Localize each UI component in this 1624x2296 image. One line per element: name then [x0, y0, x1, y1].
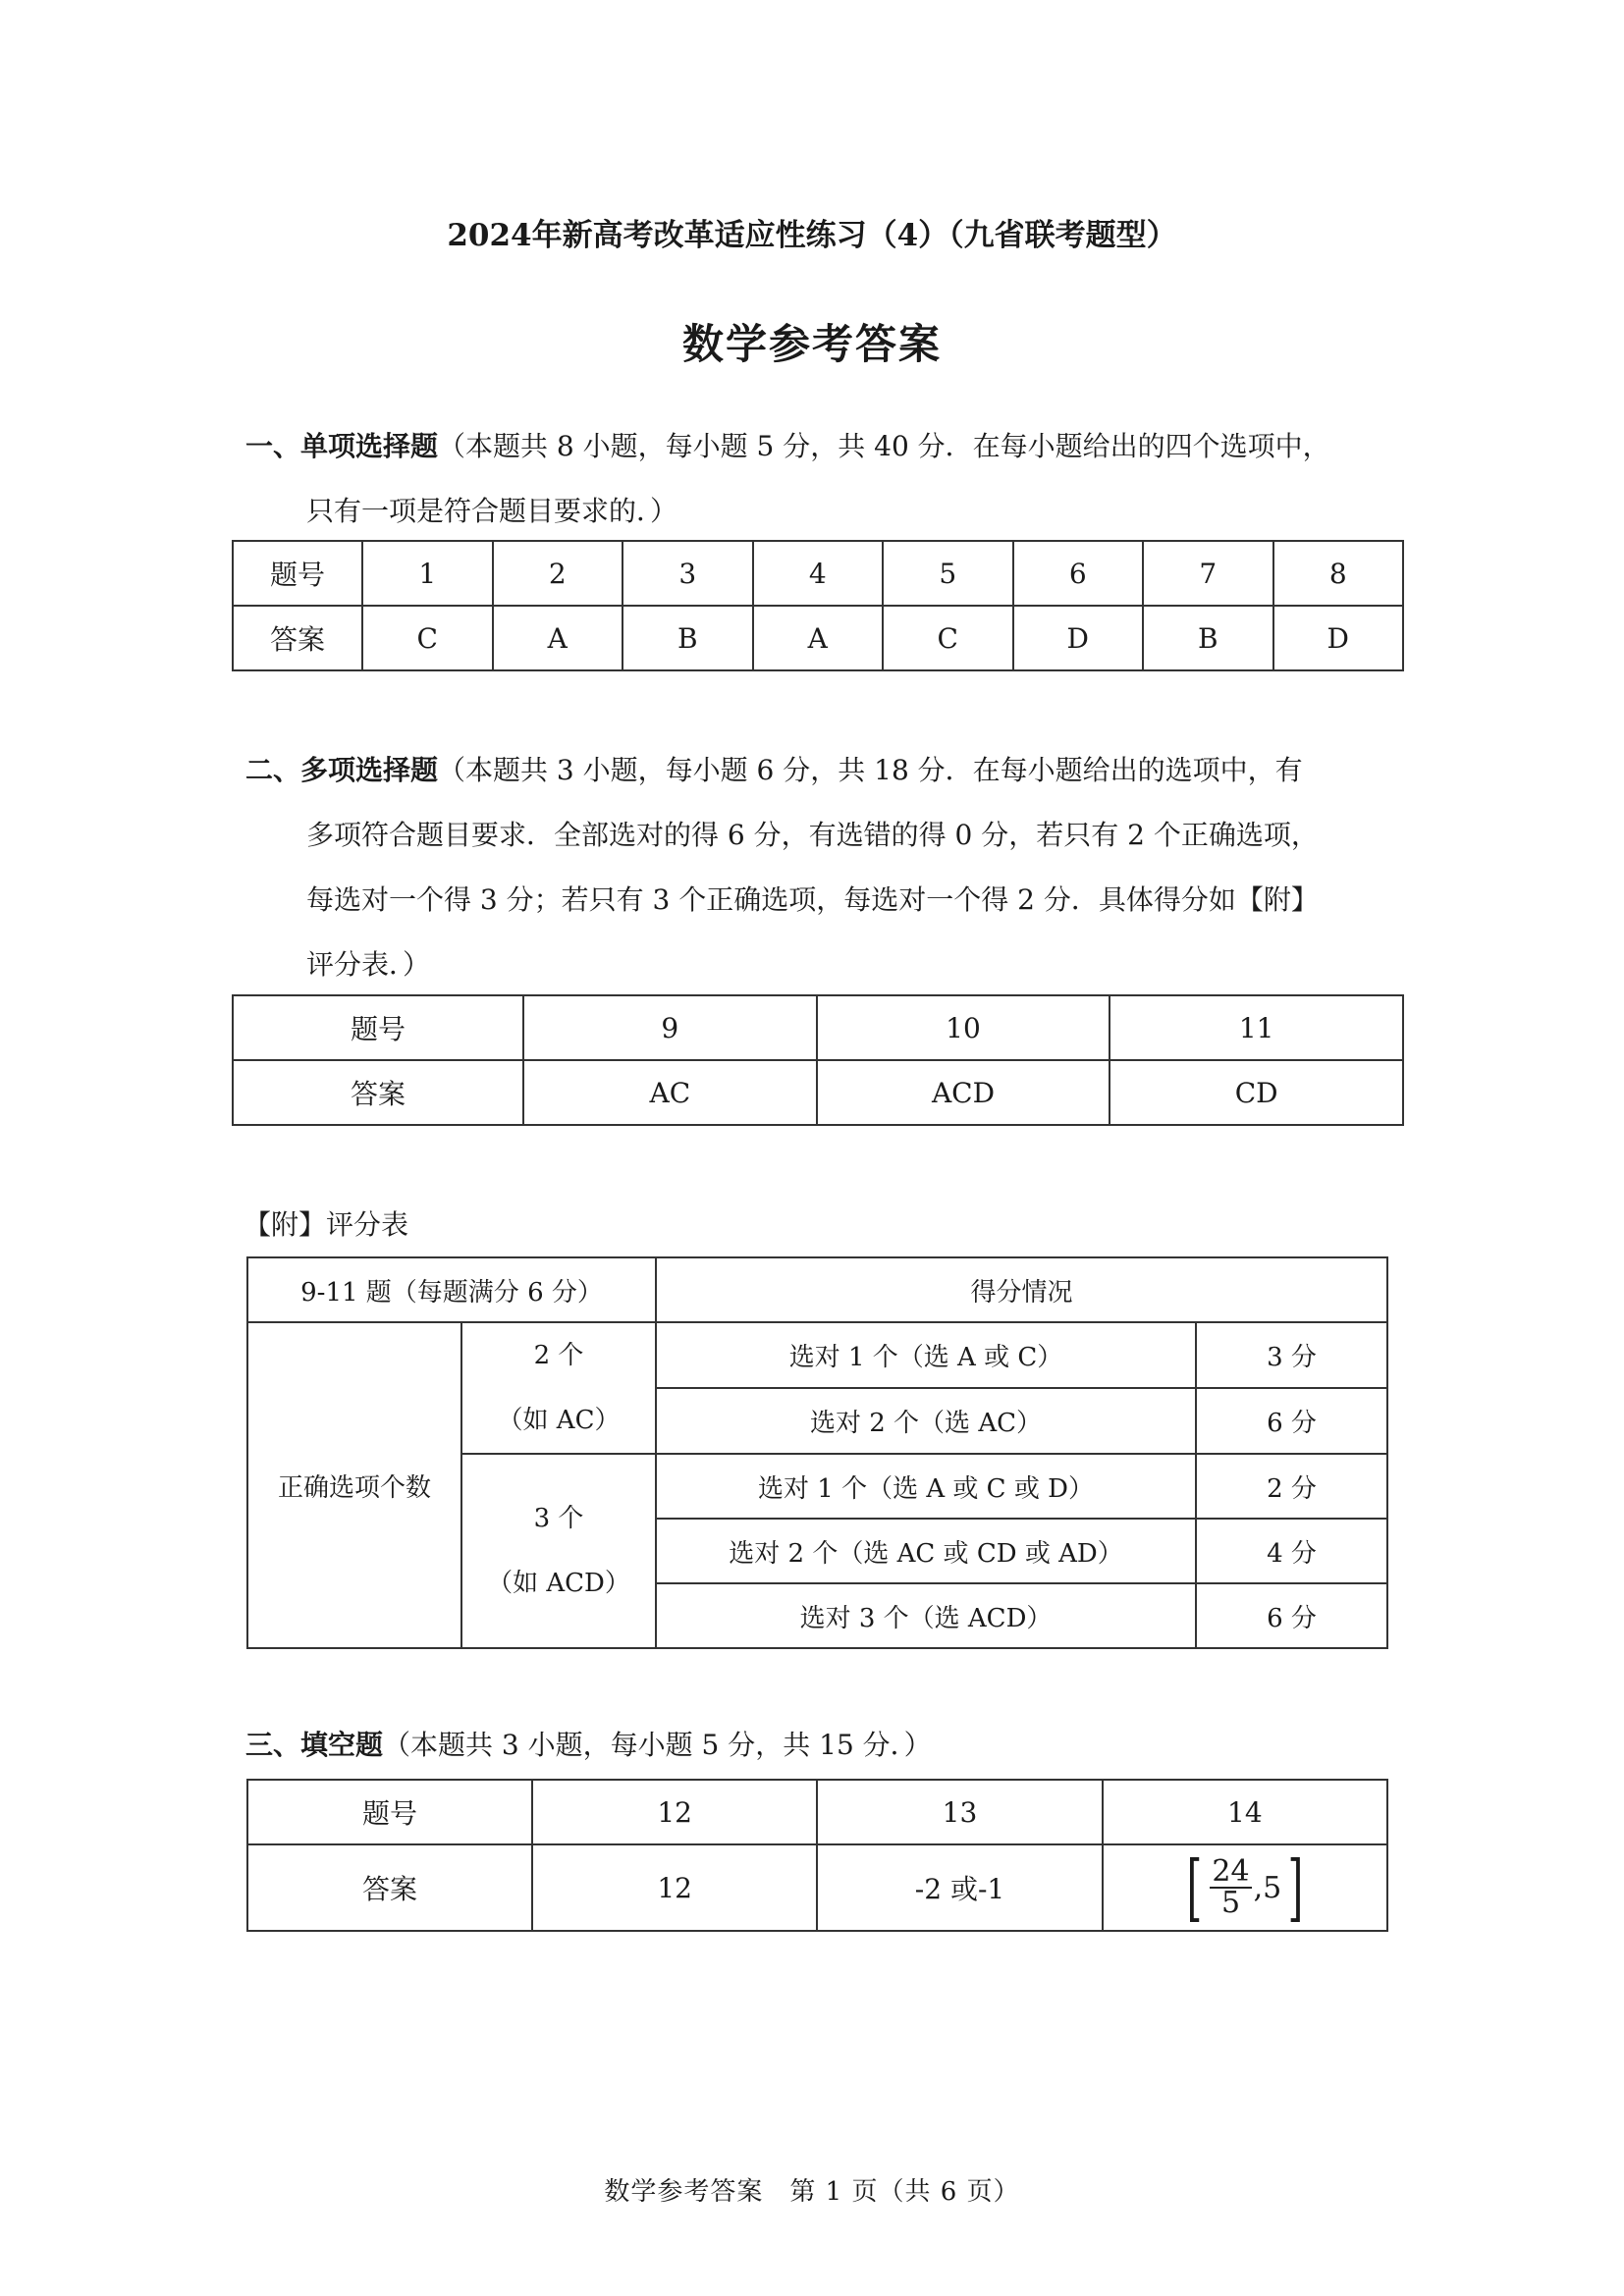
document-subtitle: 数学参考答案: [681, 320, 942, 368]
question-number: 10: [817, 995, 1110, 1060]
scoring-table: [246, 1256, 1388, 1649]
fraction-numerator: 24: [1212, 1854, 1250, 1889]
answer-cell: C: [883, 606, 1013, 670]
scoring-table-caption: 【附】评分表: [244, 1208, 409, 1241]
scoring-case: 选对 2 个（选 AC 或 CD 或 AD）: [656, 1519, 1196, 1583]
question-number: 6: [1013, 541, 1144, 606]
answer-cell: B: [623, 606, 753, 670]
question-number: 3: [623, 541, 753, 606]
interval-expression: [1180, 1845, 1311, 1930]
fill-in-answer-table: [246, 1779, 1388, 1932]
row-label: 题号: [233, 541, 362, 606]
question-number: 9: [523, 995, 817, 1060]
section3-description: （本题共 3 小题，每小题 5 分，共 15 分．）: [383, 1729, 932, 1761]
section3-heading: 三、填空题: [245, 1729, 384, 1761]
section1-heading: 一、单项选择题: [245, 430, 439, 462]
section2-description-1: （本题共 3 小题，每小题 6 分，共 18 分．在每小题给出的选项中，有: [438, 754, 1303, 786]
scoring-case: 选对 3 个（选 ACD）: [656, 1583, 1196, 1648]
row-label: 题号: [233, 995, 523, 1060]
section1-description-2: 只有一项是符合题目要求的．）: [306, 495, 678, 527]
section2-heading: 二、多项选择题: [245, 754, 439, 786]
document-title: 2024年新高考改革适应性练习（4）（九省联考题型）: [447, 218, 1177, 253]
answer-cell-interval: [1103, 1844, 1387, 1931]
left-bracket: [: [1186, 1845, 1202, 1930]
section1-line1: [245, 414, 1394, 479]
section2-description-4: 评分表．）: [306, 948, 431, 981]
interval-upper: 5: [1263, 1870, 1282, 1905]
option-count-3: [461, 1454, 656, 1648]
right-bracket: ]: [1287, 1845, 1304, 1930]
section1-description-1: （本题共 8 小题，每小题 5 分，共 40 分．在每小题给出的四个选项中，: [438, 430, 1330, 462]
answer-cell: ACD: [817, 1060, 1110, 1125]
table-row-questions: [247, 1780, 1387, 1844]
scoring-header-left: 9-11 题（每题满分 6 分）: [247, 1257, 656, 1322]
table-row-answers: [247, 1844, 1387, 1931]
scoring-score: 6 分: [1196, 1583, 1387, 1648]
fraction-denominator: 5: [1220, 1886, 1241, 1920]
question-number: 7: [1143, 541, 1273, 606]
section1-intro: [245, 414, 1394, 544]
single-choice-answer-table: [232, 540, 1404, 671]
section2-description-2: 多项符合题目要求．全部选对的得 6 分，有选错的得 0 分，若只有 2 个正确选项，: [306, 819, 1319, 851]
option-count-example: （如 AC）: [497, 1406, 621, 1435]
answer-cell: D: [1013, 606, 1144, 670]
row-label: 答案: [233, 606, 362, 670]
answer-cell: C: [362, 606, 493, 670]
scoring-score: 6 分: [1196, 1388, 1387, 1454]
question-number: 4: [753, 541, 884, 606]
fraction: [1210, 1854, 1251, 1920]
multi-choice-answer-table: [232, 994, 1404, 1126]
answer-cell: A: [493, 606, 623, 670]
scoring-case: 选对 1 个（选 A 或 C）: [656, 1322, 1196, 1388]
question-number: 13: [817, 1780, 1102, 1844]
question-number: 14: [1103, 1780, 1387, 1844]
section3-intro: [245, 1713, 1394, 1778]
scoring-case: 选对 1 个（选 A 或 C 或 D）: [656, 1454, 1196, 1519]
table-row-answers: [233, 606, 1403, 670]
section2-line1: [245, 738, 1394, 803]
scoring-score: 3 分: [1196, 1322, 1387, 1388]
question-number: 1: [362, 541, 493, 606]
table-row-questions: [233, 995, 1403, 1060]
option-count-example: （如 ACD）: [487, 1569, 630, 1598]
answer-cell: CD: [1110, 1060, 1403, 1125]
row-group-label: 正确选项个数: [247, 1322, 461, 1648]
table-row: [247, 1322, 1387, 1388]
option-count-2: [461, 1322, 656, 1454]
table-row-questions: [233, 541, 1403, 606]
answer-cell: A: [753, 606, 884, 670]
answer-cell: B: [1143, 606, 1273, 670]
section2-intro: [245, 738, 1394, 997]
answer-cell: -2 或-1: [817, 1844, 1102, 1931]
question-number: 12: [532, 1780, 817, 1844]
scoring-header-right: 得分情况: [656, 1257, 1387, 1322]
question-number: 8: [1273, 541, 1404, 606]
answer-cell: AC: [523, 1060, 817, 1125]
row-label: 题号: [247, 1780, 532, 1844]
scoring-header-row: [247, 1257, 1387, 1322]
option-count-label: 2 个: [533, 1341, 584, 1370]
scoring-case: 选对 2 个（选 AC）: [656, 1388, 1196, 1454]
row-label: 答案: [247, 1844, 532, 1931]
question-number: 11: [1110, 995, 1403, 1060]
page-footer: 数学参考答案 第 1 页（共 6 页）: [604, 2177, 1020, 2207]
scoring-score: 2 分: [1196, 1454, 1387, 1519]
table-row-answers: [233, 1060, 1403, 1125]
answer-cell: D: [1273, 606, 1404, 670]
section2-description-3: 每选对一个得 3 分；若只有 3 个正确选项，每选对一个得 2 分．具体得分如【附】: [306, 883, 1319, 916]
row-label: 答案: [233, 1060, 523, 1125]
answer-cell: 12: [532, 1844, 817, 1931]
interval-separator: ,: [1253, 1870, 1264, 1905]
scoring-score: 4 分: [1196, 1519, 1387, 1583]
question-number: 2: [493, 541, 623, 606]
section3-line1: [245, 1713, 1394, 1778]
option-count-label: 3 个: [533, 1504, 584, 1533]
question-number: 5: [883, 541, 1013, 606]
